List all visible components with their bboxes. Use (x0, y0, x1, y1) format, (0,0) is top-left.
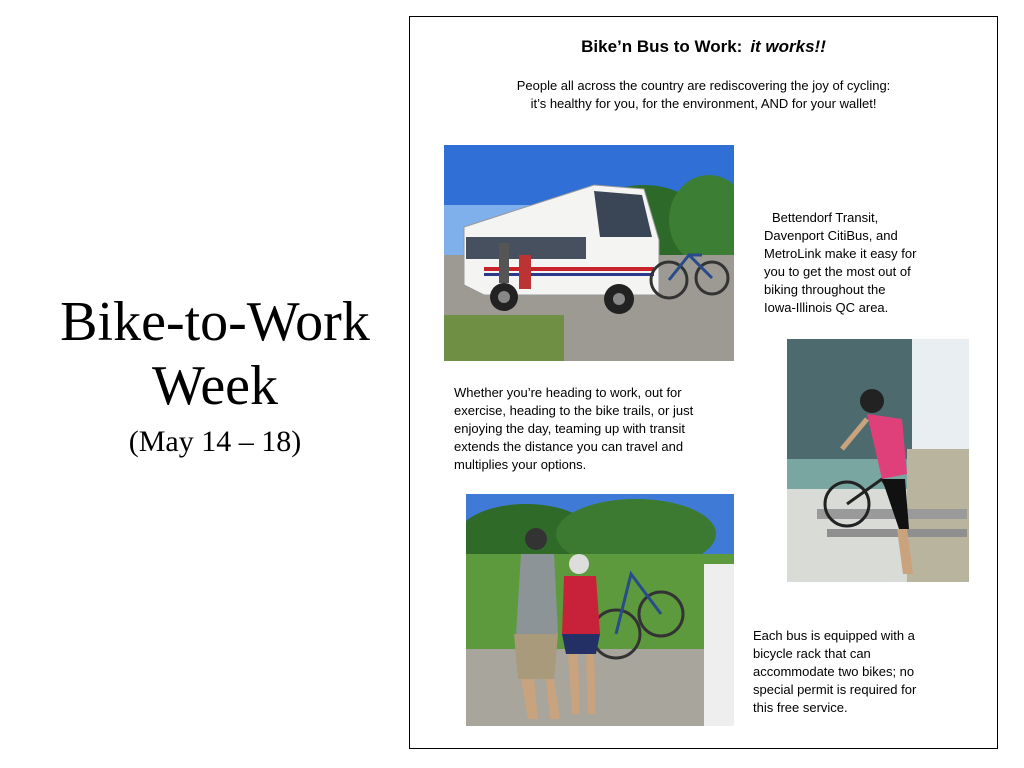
rack-line: accommodate two bikes; no (753, 664, 915, 679)
rack-line: this free service. (753, 700, 848, 715)
intro-line-1: People all across the country are rediscovering the joy of cycling: (516, 78, 891, 93)
transit-line: biking throughout the (764, 282, 886, 297)
event-dates: (May 14 – 18) (128, 425, 302, 458)
transit-line: you to get the most out of (764, 264, 911, 279)
flyer (409, 16, 998, 749)
options-line: enjoying the day, teaming up with transit (454, 421, 686, 436)
options-line: extends the distance you can travel and (454, 439, 684, 454)
options-line: exercise, heading to the bike trails, or just (454, 403, 694, 418)
flyer-heading-emphasis: it works!! (750, 37, 826, 56)
transit-line: Iowa-Illinois QC area. (764, 300, 889, 315)
rack-line: Each bus is equipped with a (753, 628, 915, 643)
flyer-heading-text: Bike’n Bus to Work: (581, 37, 743, 56)
flyer-heading (410, 37, 997, 57)
title-line-2: Week (151, 355, 279, 417)
rack-line: bicycle rack that can (753, 646, 871, 661)
bus-bike-rack-photo (444, 145, 734, 361)
riders-using-rack-photo (466, 494, 734, 726)
transit-line: Davenport CitiBus, and (764, 228, 898, 243)
flyer-intro (450, 77, 957, 113)
cyclist-loading-bike-photo (787, 339, 969, 582)
slide-title (20, 290, 410, 462)
rack-paragraph (753, 627, 973, 717)
intro-line-2: it’s healthy for you, for the environment, AND for your wallet! (530, 96, 877, 111)
options-paragraph (454, 384, 754, 474)
rack-line: special permit is required for (753, 682, 917, 697)
title-line-1: Bike-to-Work (60, 291, 370, 353)
options-line: Whether you’re heading to work, out for (454, 385, 682, 400)
transit-line: Bettendorf Transit, (772, 210, 879, 225)
transit-line: MetroLink make it easy for (764, 246, 917, 261)
transit-paragraph (764, 209, 964, 317)
options-line: multiplies your options. (454, 457, 587, 472)
